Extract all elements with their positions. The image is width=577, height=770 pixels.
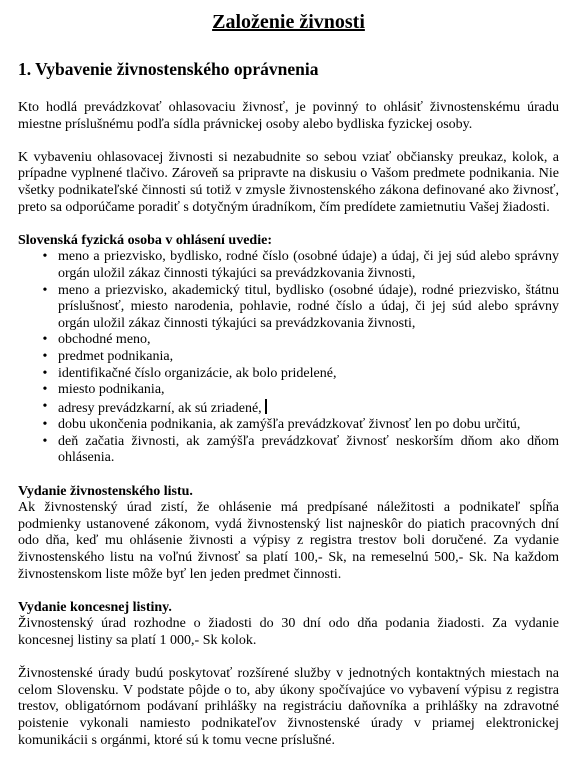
list-item <box>18 283 559 333</box>
intro-paragraph: Kto hodlá prevádzkovať ohlasovaciu živnosť, je povinný to ohlásiť živnostenskému úradu miestne príslušnému podľa sídla právnickej osoby alebo bydliska fyzickej osoby. <box>18 100 559 132</box>
bullet-icon: • <box>42 282 48 298</box>
paragraph-gap <box>18 467 559 484</box>
list-item-text: meno a priezvisko, bydlisko, rodné číslo (osobné údaje) a údaj, či jej súd alebo správny orgán uložil zákaz činnosti týkajúci sa prevádzkovania živnosti, <box>58 249 559 281</box>
bullet-icon: • <box>42 365 48 381</box>
concession-paragraph: Živnostenský úrad rozhodne o žiadosti do 30 dní odo dňa podania žiadosti. Za vydanie koncesnej listiny sa platí 1 000,- Sk kolok. <box>18 616 559 648</box>
list-item-text: miesto podnikania, <box>58 382 165 398</box>
list-item <box>18 382 559 399</box>
bullet-icon: • <box>42 433 48 449</box>
list-item-text: dobu ukončenia podnikania, ak zamýšľa prevádzkovať živnosť len po dobu určitú, <box>58 417 521 433</box>
paragraph-gap <box>18 650 559 667</box>
list-item-text: identifikačné číslo organizácie, ak bolo pridelené, <box>58 365 337 381</box>
paragraph-gap <box>18 133 559 150</box>
bullet-icon: • <box>42 398 48 414</box>
paragraph-gap <box>18 583 559 600</box>
document-title: Založenie živnosti <box>212 11 365 33</box>
list-item <box>18 399 559 418</box>
trade-license-heading: Vydanie živnostenského listu. <box>18 483 193 499</box>
offices-paragraph: Živnostenské úrady budú poskytovať rozšírené služby v jednotných kontaktných miestach na celom Slovensku. V podstate pôjde o to, aby úkony spočívajúce vo vybavení výpisu z registra trestov, obligatórnom podávaní prihlášky na registráciu daňovníka a prihlášky na zdravotné poistenie vykonali namiesto podnikateľov živnostenské úrady v priamej elektronickej komunikácii s orgánmi, ktoré sú k tomu vecne príslušné. <box>18 666 559 748</box>
bullet-icon: • <box>42 348 48 364</box>
bullet-icon: • <box>42 332 48 348</box>
documents-paragraph: K vybaveniu ohlasovacej živnosti si nezabudnite so sebou vziať občiansky preukaz, kolok, a prípadne vyplnené tlačivo. Zároveň sa pripravte na diskusiu o Vašom predmete podnikania. Nie všetky podnikateľské činnosti sú totiž v zmysle živnostenského zákona definované ako živnosť, preto sa odporúčame poradiť s dotyčným úradníkom, čím predídete zamietnutiu Vašej žiadosti. <box>18 149 559 215</box>
requirements-list <box>18 249 559 467</box>
concession-heading: Vydanie koncesnej listiny. <box>18 599 172 615</box>
list-item-text: obchodné meno, <box>58 332 151 348</box>
list-item <box>18 332 559 349</box>
bullet-icon: • <box>42 417 48 433</box>
section-heading: 1. Vybavenie živnostenského oprávnenia <box>18 59 319 79</box>
trade-license-paragraph: Ak živnostenský úrad zistí, že ohlásenie má predpísané náležitosti a podnikateľ spĺňa podmienky ustanovené zákonom, vydá živnostenský list najneskôr do piatich pracovných dní odo dňa, keď mu ohlásenie živnosti a výpisy z registra trestov boli doručené. Za vydanie živnostenského listu na voľnú živnosť sa platí 100,- Sk, na remeselnú 500,- Sk. Na každom živnostenskom liste môže byť len jeden predmet činnosti. <box>18 500 559 582</box>
bullet-icon: • <box>42 249 48 265</box>
list-item-text: predmet podnikania, <box>58 348 174 364</box>
list-item <box>18 366 559 383</box>
list-item <box>18 349 559 366</box>
bullet-icon: • <box>42 382 48 398</box>
text-cursor[interactable] <box>265 399 267 414</box>
list-item <box>18 434 559 467</box>
list-item <box>18 417 559 434</box>
paragraph-gap <box>18 216 559 233</box>
list-item <box>18 249 559 282</box>
list-item-text: adresy prevádzkarní, ak sú zriadené, <box>58 400 262 416</box>
list-item-text: deň začatia živnosti, ak zamýšľa prevádzkovať živnosť neskorším dňom ako dňom ohlásenia. <box>58 433 559 466</box>
list-heading: Slovenská fyzická osoba v ohlásení uvedie: <box>18 232 272 248</box>
list-item-text: meno a priezvisko, akademický titul, bydlisko (osobné údaje), rodné priezvisko, štátnu príslušnosť, miesto narodenia, pohlavie, rodné číslo a údaj, či jej súd alebo správny orgán uložil zákaz činnosti týkajúci sa prevádzkovania živnosti, <box>58 282 559 331</box>
